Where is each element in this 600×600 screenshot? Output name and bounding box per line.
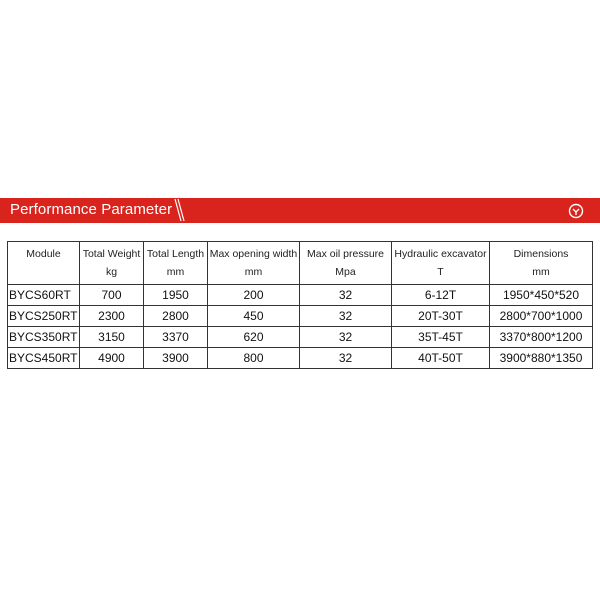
column-header-unit: mm: [532, 266, 550, 278]
column-header: [490, 242, 593, 285]
column-header-unit: mm: [166, 266, 185, 278]
table-cell: 700: [80, 285, 144, 306]
table-cell: 3370: [144, 327, 208, 348]
chevron-down-circle-icon[interactable]: [568, 203, 584, 219]
column-header-label: Total Weight: [82, 248, 141, 260]
table-row: [8, 348, 593, 369]
table-cell: 2300: [80, 306, 144, 327]
table-cell: BYCS350RT: [8, 327, 80, 348]
column-header-unit: mm: [244, 266, 263, 278]
column-header-unit: T: [437, 266, 444, 278]
column-header: [300, 242, 392, 285]
column-header-label: Max oil pressure: [306, 248, 385, 260]
table-cell: 3370*800*1200: [490, 327, 593, 348]
performance-table: [7, 241, 593, 369]
table-cell: 2800: [144, 306, 208, 327]
table-cell: 450: [208, 306, 300, 327]
table-cell: 3150: [80, 327, 144, 348]
table-cell: 35T-45T: [392, 327, 490, 348]
table-cell: 6-12T: [392, 285, 490, 306]
table-cell: BYCS450RT: [8, 348, 80, 369]
column-header-label: Hydraulic excavator: [394, 248, 487, 260]
table-cell: 1950*450*520: [490, 285, 593, 306]
column-header-label: Dimensions: [513, 248, 569, 260]
section-title: Performance Parameter: [10, 201, 173, 218]
column-header-label: Max opening width: [209, 248, 298, 260]
column-header-unit: [8, 263, 79, 281]
column-header: [392, 242, 490, 285]
column-header: [8, 242, 80, 285]
table-row: [8, 306, 593, 327]
table-cell: 3900*880*1350: [490, 348, 593, 369]
table-cell: 620: [208, 327, 300, 348]
table-cell: 800: [208, 348, 300, 369]
table-cell: BYCS250RT: [8, 306, 80, 327]
table-cell: 32: [300, 285, 392, 306]
table-row: [8, 285, 593, 306]
column-header: [208, 242, 300, 285]
table-cell: 4900: [80, 348, 144, 369]
slash-decoration-icon: [172, 197, 186, 223]
table-body: [8, 285, 593, 369]
table-cell: 2800*700*1000: [490, 306, 593, 327]
table-cell: 40T-50T: [392, 348, 490, 369]
table-cell: 32: [300, 348, 392, 369]
table-header-row: [8, 242, 593, 285]
column-header: [144, 242, 208, 285]
table-cell: 3900: [144, 348, 208, 369]
table-cell: 32: [300, 327, 392, 348]
table-cell: 1950: [144, 285, 208, 306]
column-header-label: Total Length: [146, 248, 205, 260]
column-header: [80, 242, 144, 285]
column-header-unit: kg: [105, 266, 118, 278]
table-cell: 20T-30T: [392, 306, 490, 327]
column-header-label: Module: [26, 248, 61, 260]
column-header-unit: Mpa: [335, 266, 356, 278]
table-row: [8, 327, 593, 348]
table-cell: BYCS60RT: [8, 285, 80, 306]
table-cell: 200: [208, 285, 300, 306]
table-cell: 32: [300, 306, 392, 327]
banner-underline: [0, 221, 600, 223]
